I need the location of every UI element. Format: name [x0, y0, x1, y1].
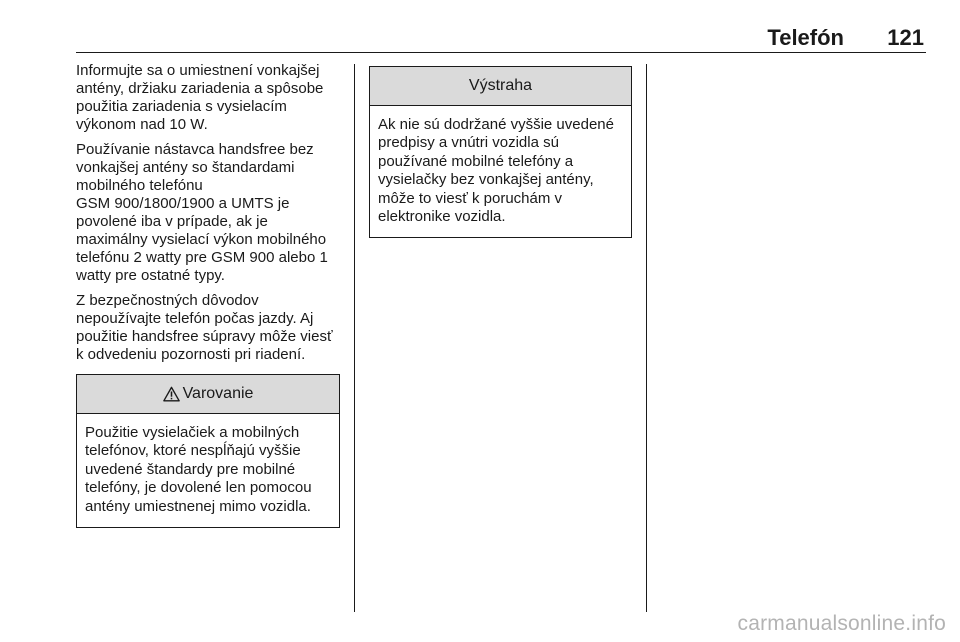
warning-header — [77, 375, 339, 414]
warning-title: Varovanie — [182, 385, 254, 402]
paragraph-handsfree-gsm: GSM 900/1800/1900 a UMTS je povolené iba v prípade, ak je maximálny vysielací výkon mobilného telefónu 2 watty pre GSM 900 alebo 1 watty pre ostatné typy. — [76, 195, 328, 284]
caution-header — [370, 67, 631, 106]
left-column — [76, 62, 340, 528]
warning-text: Použitie vysielačiek a mobilných telefónov, ktoré nespĺňajú vyššie uvedené štandardy pre mobilné telefóny, je dovolené len pomocou antény umiestnenej mimo vozidla. — [85, 424, 312, 515]
paragraph-antenna-info: Informujte sa o umiestnení vonkajšej antény, držiaku zariadenia a spôsobe použitia zariadenia s vysielacím výkonom nad 10 W. — [76, 62, 324, 133]
section-title: Telefón — [767, 25, 844, 50]
watermark: carmanualsonline.info — [737, 612, 946, 635]
page-header — [76, 26, 926, 53]
caution-text: Ak nie sú dodržané vyššie uvedené predpisy a vnútri vozidla sú používané mobilné telefóny a vysielačky bez vonkajšej antény, môže to viesť k poruchám v elektronike vozidla. — [378, 116, 614, 226]
column-divider-1 — [354, 64, 355, 612]
column-divider-2 — [646, 64, 647, 612]
caution-box — [369, 66, 632, 238]
warning-triangle-icon — [163, 386, 180, 402]
paragraph-handsfree-intro: Používanie nástavca handsfree bez vonkajšej antény so štandardami mobilného telefónu — [76, 141, 314, 194]
page-number: 121 — [887, 25, 924, 50]
caution-title: Výstraha — [468, 77, 533, 94]
paragraph-safety: Z bezpečnostných dôvodov nepoužívajte telefón počas jazdy. Aj použitie handsfree súpravy môže viesť k odvedeniu pozornosti pri riadení. — [76, 292, 333, 363]
warning-box — [76, 374, 340, 528]
